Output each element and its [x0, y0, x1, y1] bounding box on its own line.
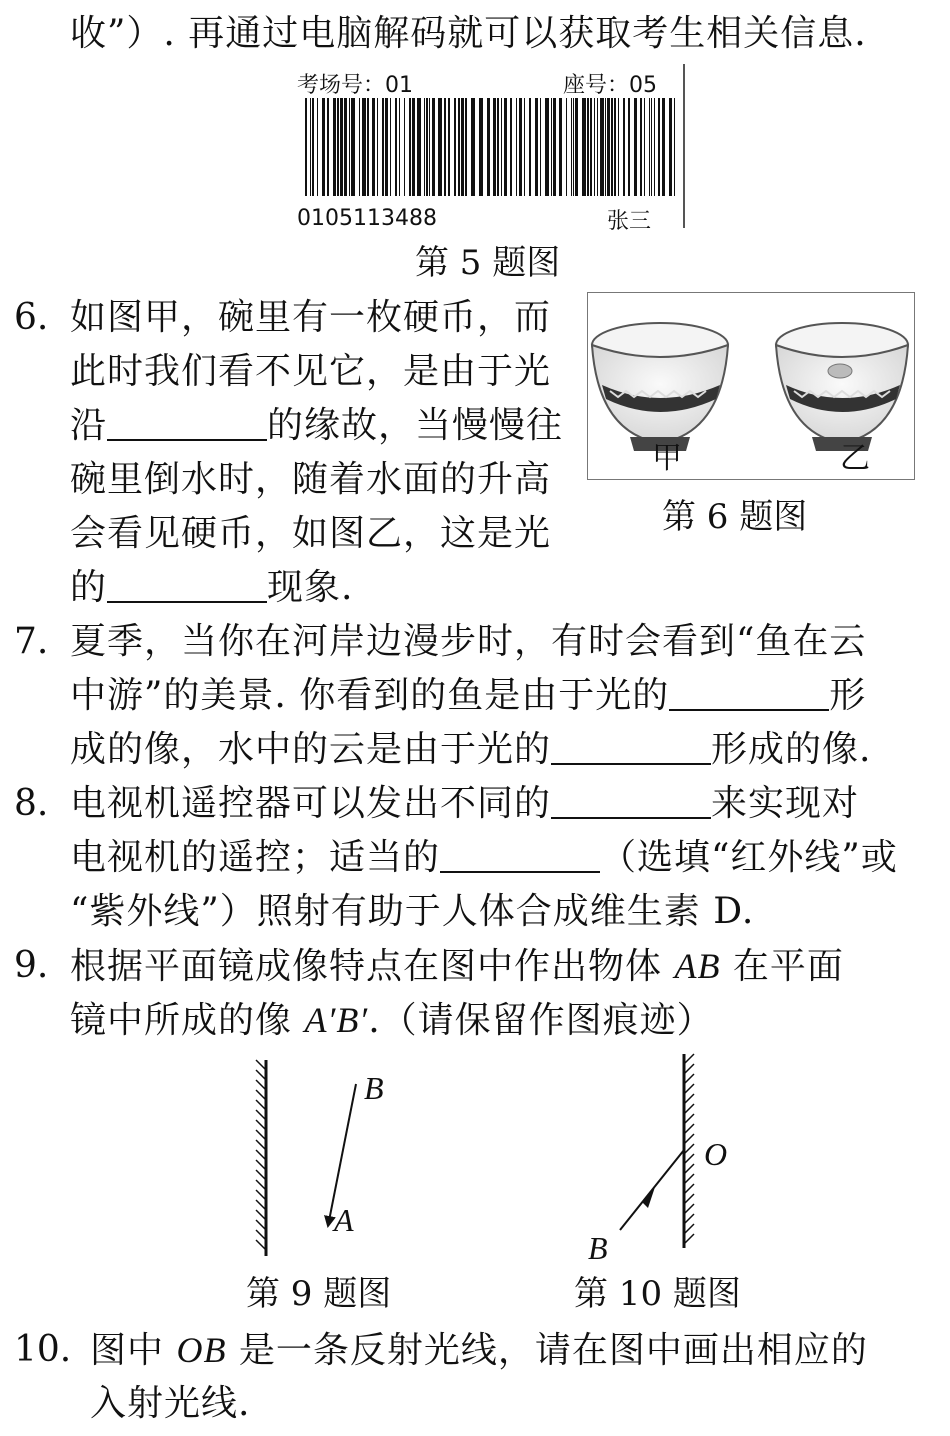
q8-line3: “紫外线”）照射有助于人体合成维生素 D. [70, 891, 755, 932]
q7-line3 [70, 730, 871, 770]
barcode-bar [426, 98, 428, 196]
barcode-bar [618, 98, 619, 196]
barcode-bar [344, 98, 347, 196]
q6-line3-start: 沿 [70, 405, 108, 446]
q7-line2-start: 中游”的美景. 你看到的鱼是由于光的 [70, 675, 670, 716]
barcode-bar [377, 98, 378, 196]
q8-blank-2[interactable] [440, 841, 600, 873]
label-jia: 甲 [652, 441, 683, 476]
q10-line1-end: 是一条反射光线，请在图中画出相应的 [226, 1330, 868, 1371]
barcode-bar [669, 98, 672, 196]
bowl-jia [592, 323, 728, 451]
q7-line1: 夏季，当你在河岸边漫步时，有时会看到“鱼在云 [70, 621, 867, 662]
q9-line1-end: 在平面 [720, 946, 844, 987]
barcode-bar [510, 98, 512, 196]
barcode-bar [658, 98, 660, 196]
barcode-bar [305, 98, 307, 196]
q7-blank-1[interactable] [669, 679, 829, 711]
barcode-bar [487, 98, 490, 196]
barcode-bar [438, 98, 442, 196]
barcode-bar [461, 98, 464, 196]
q6-line4: 碗里倒水时，随着水面的升高 [70, 459, 552, 500]
barcode-bar [432, 98, 435, 196]
q8-line2-start: 电视机的遥控；适当的 [70, 837, 441, 878]
q7-line2 [70, 676, 866, 716]
barcode-bar [327, 98, 329, 196]
fig9-caption: 第 9 题图 [246, 1274, 392, 1314]
barcode-bar [471, 98, 475, 196]
q7-line2-end: 形 [829, 675, 867, 716]
q8-line2 [70, 838, 898, 878]
barcode-bar [623, 98, 625, 196]
q9-line2 [70, 1000, 714, 1041]
fig10-caption: 第 10 题图 [574, 1274, 741, 1314]
fig10-label-b: B [588, 1230, 609, 1266]
q7-number: 7. [14, 621, 49, 662]
barcode-bar [312, 98, 314, 196]
q6-line1: 如图甲，碗里有一枚硬币，而 [70, 297, 552, 338]
barcode-bar [429, 98, 430, 196]
fig6-caption: 第 6 题图 [662, 497, 808, 537]
barcode-bar [417, 98, 421, 196]
barcode-bar [575, 98, 578, 196]
barcode-bar [597, 98, 598, 196]
q6-line6-end: 现象. [267, 567, 354, 608]
q10-line1 [90, 1330, 868, 1371]
fig5-caption: 第 5 题图 [415, 243, 561, 283]
q6-line6 [70, 568, 353, 608]
q10-line1-start: 图中 [90, 1330, 177, 1371]
barcode-bar [458, 98, 460, 196]
barcode-bar [573, 98, 574, 196]
barcode-bar [362, 98, 366, 196]
q9-number: 9. [14, 945, 49, 986]
fig9-label-b: B [364, 1070, 385, 1106]
q7-blank-2[interactable] [551, 733, 711, 765]
q8-line1-end: 来实现对 [711, 783, 860, 824]
bowl-yi [776, 323, 908, 451]
q9-line2-end: .（请保留作图痕迹） [368, 1000, 714, 1041]
fig10-mirror [684, 1054, 694, 1248]
q6-blank-2[interactable] [107, 571, 267, 603]
barcode-bar [351, 98, 355, 196]
barcode-bar [504, 98, 507, 196]
barcode-bar [409, 98, 411, 196]
barcode-bar [649, 98, 650, 196]
barcode-bar [340, 98, 343, 196]
barcode-bar [454, 98, 456, 196]
barcode-bar [551, 98, 552, 196]
intro-line: 收”）. 再通过电脑解码就可以获取考生相关信息. [70, 13, 867, 54]
barcode-bar [444, 98, 446, 196]
barcode-bar [540, 98, 541, 196]
barcode-bar [395, 98, 397, 196]
bowl-photo [587, 292, 915, 480]
candidate-name: 张三 [607, 209, 652, 234]
q10-line2: 入射光线. [90, 1383, 251, 1424]
barcode-bar [634, 98, 637, 196]
barcode-bar [559, 98, 562, 196]
barcode-bar [310, 98, 311, 196]
q8-line2-end: （选填“红外线”或 [600, 837, 898, 878]
barcode-bar [390, 98, 391, 196]
barcode-bar [519, 98, 522, 196]
barcode-bar [607, 98, 610, 196]
barcode-bar [501, 98, 502, 196]
barcode-bar [553, 98, 556, 196]
q8-line1-start: 电视机遥控器可以发出不同的 [70, 783, 552, 824]
barcode-bar [566, 98, 567, 196]
barcode-bar [582, 98, 586, 196]
q6-line3 [70, 406, 563, 446]
barcode-bar [674, 98, 675, 196]
barcode-bar [590, 98, 592, 196]
barcode-bar [640, 98, 642, 196]
q6-number: 6. [14, 297, 49, 338]
barcode-bar [587, 98, 589, 196]
barcode-bar [404, 98, 405, 196]
q6-line6-start: 的 [70, 567, 108, 608]
barcode-bar [600, 98, 604, 196]
barcode-bar [367, 98, 369, 196]
barcode-bar [611, 98, 613, 196]
q9-line2-start: 镜中所成的像 [70, 1000, 305, 1041]
barcode-bar [465, 98, 467, 196]
q8-line1 [70, 784, 859, 824]
q6-line5: 会看见硬币，如图乙，这是光 [70, 513, 552, 554]
barcode-bar [493, 98, 496, 196]
barcode-bar [412, 98, 415, 196]
q8-number: 8. [14, 783, 49, 824]
barcode-bar [349, 98, 350, 196]
barcode-bar [662, 98, 665, 196]
barcode-bar [628, 98, 630, 196]
fig10-ray-arrowhead [642, 1184, 656, 1208]
barcode-bar [497, 98, 499, 196]
q6-line3-end: 的缘故，当慢慢往 [267, 405, 564, 446]
barcode-bar [337, 98, 339, 196]
barcode-bar [605, 98, 606, 196]
q7-line3-end: 形成的像. [711, 729, 872, 770]
barcode-bar [317, 98, 318, 196]
exam-room-label: 考场号：01 [297, 73, 413, 98]
barcode-bar [516, 98, 517, 196]
barcode-bar [654, 98, 655, 196]
barcode-bar [545, 98, 549, 196]
q9-line1 [70, 946, 844, 987]
barcode-bar [424, 98, 425, 196]
q6-line2: 此时我们看不见它，是由于光 [70, 351, 552, 392]
barcode-bar [651, 98, 652, 196]
mirror-diagrams [0, 1050, 950, 1280]
barcode-bar [644, 98, 645, 196]
q10-number: 10. [14, 1329, 72, 1370]
q9-image-label: A′B′ [304, 1000, 369, 1040]
q9-ab: AB [674, 946, 721, 986]
q9-line1-start: 根据平面镜成像特点在图中作出物体 [70, 946, 675, 987]
barcode-bar [571, 98, 572, 196]
seat-label: 座号：05 [563, 73, 657, 98]
barcode-bar [382, 98, 384, 196]
barcode-bar [594, 98, 595, 196]
q7-line3-start: 成的像，水中的云是由于光的 [70, 729, 552, 770]
label-yi: 乙 [840, 441, 871, 476]
q8-blank-1[interactable] [551, 787, 711, 819]
fig10-label-o: O [704, 1136, 729, 1172]
barcode-bar [359, 98, 360, 196]
barcode-bar [479, 98, 483, 196]
barcode-bar [399, 98, 400, 196]
q10-ob: OB [176, 1330, 227, 1370]
q6-blank-1[interactable] [107, 409, 267, 441]
barcode-bar [322, 98, 325, 196]
barcode-bar [529, 98, 531, 196]
barcode-bar [448, 98, 450, 196]
barcode-bar [333, 98, 336, 196]
barcode-bar [535, 98, 538, 196]
fig9-mirror [256, 1060, 266, 1256]
barcode-edge [683, 64, 685, 228]
fig9-label-a: A [334, 1202, 355, 1238]
barcode-bar [372, 98, 375, 196]
barcode-bar [614, 98, 616, 196]
barcode-number: 0105113488 [297, 206, 437, 231]
barcode-bar [524, 98, 525, 196]
barcode-ticket [297, 70, 687, 234]
barcode-bar [385, 98, 388, 196]
